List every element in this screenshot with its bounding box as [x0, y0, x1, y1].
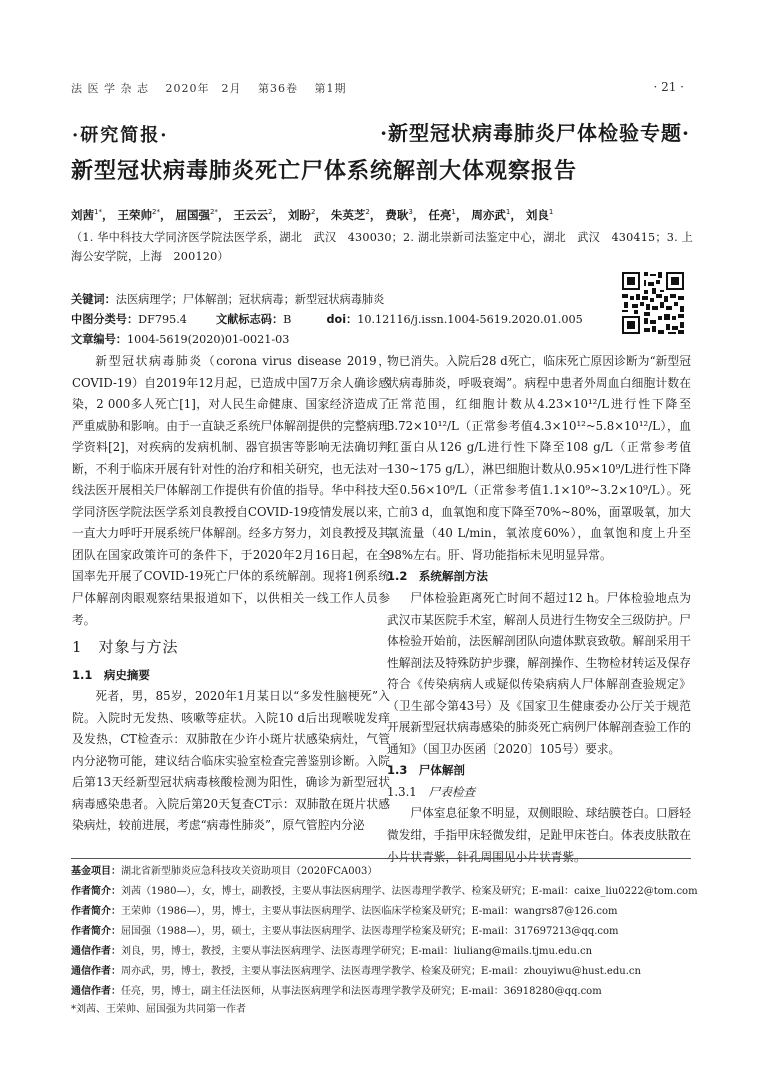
author: 朱英芝$^2$ [330, 208, 370, 222]
body-column-left [72, 351, 390, 837]
subsection-heading: 1.3 尸体解剖 [387, 763, 465, 778]
doi-label: doi： [326, 313, 358, 326]
article-no-label: 文章编号： [71, 333, 127, 346]
keywords-line [71, 291, 384, 307]
body-column-right [387, 351, 691, 868]
footnote-author: 作者简介：屈国强（1988—），男，硕士，主要从事法医病理学、法医毒理学检案及研究；E-mail：317697213@qq.com [71, 926, 619, 937]
author: 刘盼$^2$ [287, 208, 316, 222]
article-title: 新型冠状病毒肺炎死亡尸体系统解剖大体观察报告 [71, 158, 578, 184]
keywords: 法医病理学；尸体解剖；冠状病毒；新型冠状病毒肺炎 [115, 293, 385, 306]
author: 刘茜$^{1*}$ [71, 208, 102, 222]
affiliations: （1. 华中科技大学同济医学院法医学系，湖北 武汉 430030；2. 湖北崇新司法鉴定中心，湖北 武汉 430415；3. 上海公安学院，上海 200120） [71, 231, 693, 263]
footnote-author: 作者简介：刘茜（1980—），女，博士，副教授，主要从事法医病理学、法医毒理学教学、检案及研究；E-mail：caixe_liu0222@tom.com [71, 886, 698, 897]
author-list: 刘茜$^{1*}$， 王荣帅$^{2*}$， 屈国强$^{2*}$， 王云云$^2$， 刘盼$^2$， 朱英芝$^2$， 费耿$^3$， 任亮$^1$， 周亦武$^1$， 刘良$^1$ [71, 208, 554, 222]
intro-paragraph: 新型冠状病毒肺炎（corona virus disease 2019，COVID-19）自2019年12月起，已造成中国7万余人确诊感染，2 000多人死亡[1]，对人民生命健康、国家经济造成了严重威胁和影响。由于一直缺乏系统尸体解剖提供的完整病理学资料[2]，对疾病的发病机制、器官损害等影响无法确切判断，不利于临床开展有针对性的治疗和相关研究，也无法对一线法医开展相关尸体解剖工作提供有价值的指导。华中科技大学同济医学院法医学系刘良教授自COVID-19疫情发展以来，一直大力呼吁开展系统尸体解剖。经多方努力，刘良教授及其团队在国家政策许可的条件下，于2020年2月16日起，在全国率先开展了COVID-19死亡尸体的系统解剖。现将1例系统尸体解剖肉眼观察结果报道如下，以供相关一线工作人员参考。 [72, 354, 390, 627]
author: 王荣帅$^{2*}$ [117, 208, 160, 222]
footnote-corresponding: 通信作者：刘良，男，博士，教授，主要从事法医病理学、法医毒理学研究；E-mail：liuliang@mails.tjmu.edu.cn [71, 946, 593, 957]
clc-value: DF795.4 [138, 313, 187, 326]
footnote-corresponding: 通信作者：任亮，男，博士，副主任法医师，从事法医病理学和法医毒理学教学及研究；E-mail：36918280@qq.com [71, 986, 602, 997]
qr-code-icon [620, 270, 686, 336]
footnote-funding: 基金项目：湖北省新型肺炎应急科技攻关资助项目（2020FCA003） [71, 866, 378, 877]
keywords-label: 关键词： [71, 293, 116, 306]
author: 刘良$^1$ [525, 208, 554, 222]
method-paragraph: 尸体检验距离死亡时间不超过12 h。尸体检验地点为武汉市某医院手术室，解剖人员进行生物安全三级防护。尸体检验开始前，法医解剖团队向遗体默哀致敬。解剖采用干性解剖法及特殊防护步骤，解剖操作、生物检材转运及保存符合《传染病病人或疑似传染病病人尸体解剖查验规定》（卫生部令第43号）及《国家卫生健康委办公厅关于规范开展新型冠状病毒感染的肺炎死亡病例尸体解剖查验工作的通知》（国卫办医函〔2020〕105号）要求。 [387, 591, 691, 756]
footnote-author: 作者简介：王荣帅（1986—），男，博士，主要从事法医病理学、法医临床学检案及研究；E-mail：wangrs87@126.com [71, 906, 618, 917]
doc-code-label: 文献标志码： [216, 313, 284, 326]
author: 周亦武$^1$ [471, 208, 511, 222]
section-heading: 1 对象与方法 [72, 638, 179, 657]
footnote-corresponding: 通信作者：周亦武，男，博士，教授，主要从事法医病理学、法医毒理学教学、检案及研究；E-mail：zhouyiwu@hust.edu.cn [71, 966, 641, 977]
doi-value: 10.12116/j.issn.1004-5619.2020.01.005 [357, 313, 583, 326]
history-continued-paragraph: 物已消失。入院后28 d死亡，临床死亡原因诊断为“新型冠状病毒肺炎，呼吸衰竭”。病程中患者外周血白细胞计数在正常范围，红细胞计数从4.23×10¹²/L进行性下降至3.72×10¹²/L（正常参考值4.3×10¹²~5.8×10¹²/L），血红蛋白从126 g/L进行性下降至108 g/L（正常参考值130~175 g/L），淋巴细胞计数从0.95×10⁹/L进行性下降至0.56×10⁹/L（正常参考值1.1×10⁹~3.2×10⁹/L）。死亡前3 d，血氧饱和度下降至70%~80%，面罩吸氧，加大氧流量（40 L/min，氧浓度60%），血氧饱和度上升至98%左右。肝、肾功能指标未见明显异常。 [387, 354, 691, 562]
section-tag: ·研究简报· [72, 125, 169, 146]
footnote-divider [71, 858, 691, 859]
special-topic-tag: ·新型冠状病毒肺炎尸体检验专题· [380, 121, 690, 145]
classification-line [71, 311, 583, 327]
doc-code-value: B [283, 313, 292, 326]
history-paragraph: 死者，男，85岁，2020年1月某日以“多发性脑梗死”入院。入院时无发热、咳嗽等症状。入院10 d后出现喉咙发痒及发热，CT检查示：双肺散在少许小斑片状感染病灶，气管内分泌物可能，建议结合临床实验室检查完善鉴别诊断。入院后第13天经新型冠状病毒核酸检测为阳性，确诊为新型冠状病毒感染患者。入院后第20天复查CT示：双肺散在斑片状感染病灶，较前进展，考虑“病毒性肺炎”，原气管腔内分泌 [72, 689, 390, 833]
footnote-cofirst: *刘茜、王荣帅、屈国强为共同第一作者 [71, 1004, 246, 1015]
running-header: 法 医 学 杂 志 2020年 2月 第36卷 第1期 [71, 82, 347, 95]
subsection-heading: 1.1 病史摘要 [72, 667, 150, 682]
subsection-heading: 1.2 系统解剖方法 [387, 569, 488, 584]
page-number: · 21 · [653, 80, 684, 94]
exam-paragraph: 尸体室息征象不明显，双侧眼睑、球结膜苍白。口唇轻微发绀，手指甲床轻微发绀，足趾甲床苍白。体表皮肤散在小片状青紫，针孔周围见小片状青紫。 [387, 806, 691, 864]
clc-label: 中图分类号： [71, 313, 139, 326]
subsubsection-heading: 1.3.1 尸表检查 [387, 784, 476, 799]
article-no-value: 1004-5619(2020)01-0021-03 [126, 333, 290, 346]
author: 任亮$^1$ [428, 208, 456, 222]
author: 王云云$^2$ [233, 208, 273, 222]
article-number-line [71, 331, 289, 347]
author: 屈国强$^{2*}$ [175, 208, 218, 222]
author: 费耿$^3$ [385, 208, 413, 222]
